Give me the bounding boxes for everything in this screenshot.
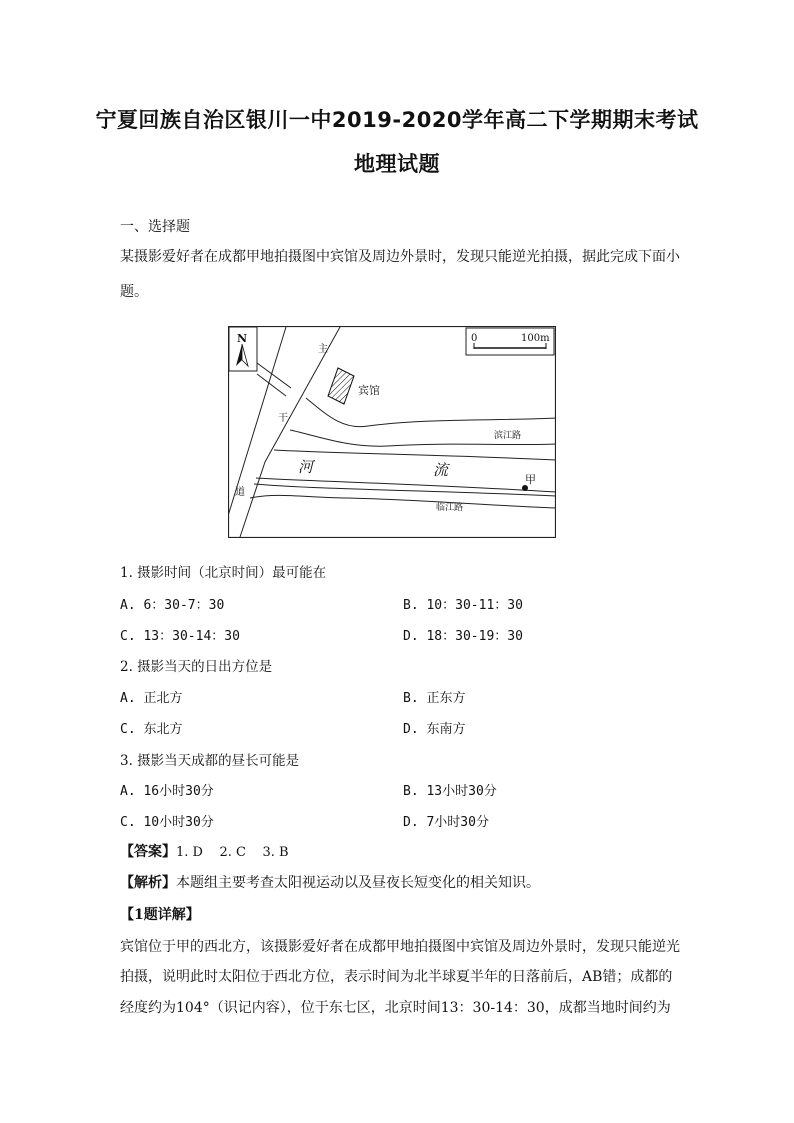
scale-zero-label: 0 (471, 333, 478, 344)
answer-label: 【答案】 (120, 844, 176, 860)
analysis-label: 【解析】 (120, 875, 176, 891)
document-subtitle: 地理试题 (354, 152, 440, 176)
detail-text-line-2: 拍摄，说明此时太阳位于西北方位，表示时间为北半球夏半年的日落前后，AB错；成都的 (120, 969, 673, 985)
detail-label: 【1题详解】 (120, 907, 200, 923)
question-1-option-b[interactable]: B. 10：30-11：30 (403, 598, 523, 613)
question-3-option-b[interactable]: B. 13小时30分 (403, 784, 497, 799)
road-label-zhu: 主 (318, 344, 328, 355)
section-heading: 一、选择题 (120, 219, 190, 235)
detail-text-line-1: 宾馆位于甲的西北方，该摄影爱好者在成都甲地拍摄图中宾馆及周边外景时，发现只能逆光 (120, 939, 680, 955)
scale-max-label: 100m (521, 333, 550, 344)
question-2-option-d[interactable]: D. 东南方 (403, 722, 466, 737)
road-label-binjiang: 滨江路 (494, 431, 522, 441)
intro-text-line-2: 题。 (120, 284, 148, 300)
answer-text: 1. D 2. C 3. B (176, 845, 289, 860)
answer-line (120, 842, 680, 863)
map-figure (228, 326, 556, 538)
river-label-he: 河 (298, 458, 314, 476)
question-2-option-c[interactable]: C. 东北方 (120, 722, 183, 737)
question-1-stem: 1. 摄影时间（北京时间）最可能在 (120, 565, 327, 581)
question-1-option-c[interactable]: C. 13：30-14：30 (120, 629, 240, 644)
question-2-stem: 2. 摄影当天的日出方位是 (120, 659, 273, 675)
road-label-linjiang: 临江路 (436, 503, 464, 513)
river-label-liu: 流 (433, 461, 449, 479)
question-3-option-c[interactable]: C. 10小时30分 (120, 815, 214, 830)
question-3-option-a[interactable]: A. 16小时30分 (120, 784, 214, 799)
analysis-text: 本题组主要考查太阳视运动以及昼夜长短变化的相关知识。 (176, 875, 540, 891)
question-1-option-a[interactable]: A. 6：30-7：30 (120, 598, 225, 613)
question-3-option-d[interactable]: D. 7小时30分 (403, 815, 489, 830)
question-1-option-d[interactable]: D. 18：30-19：30 (403, 629, 523, 644)
document-title: 宁夏回族自治区银川一中2019-2020学年高二下学期期末考试 (95, 108, 699, 132)
north-label: N (237, 332, 248, 345)
road-label-dao: 道 (235, 487, 245, 498)
road-label-gan: 干 (278, 413, 288, 424)
question-3-stem: 3. 摄影当天成都的昼长可能是 (120, 753, 300, 769)
question-2-option-a[interactable]: A. 正北方 (120, 691, 183, 706)
intro-text-line-1: 某摄影爱好者在成都甲地拍摄图中宾馆及周边外景时，发现只能逆光拍摄，据此完成下面小 (120, 249, 680, 265)
analysis-line (120, 873, 680, 893)
detail-text-line-3: 经度约为104°（识记内容），位于东七区，北京时间13：30-14：30，成都当地时间约为 (120, 1000, 671, 1016)
point-jia-label: 甲 (525, 473, 536, 486)
hotel-label: 宾馆 (358, 384, 380, 397)
question-2-option-b[interactable]: B. 正东方 (403, 691, 466, 706)
